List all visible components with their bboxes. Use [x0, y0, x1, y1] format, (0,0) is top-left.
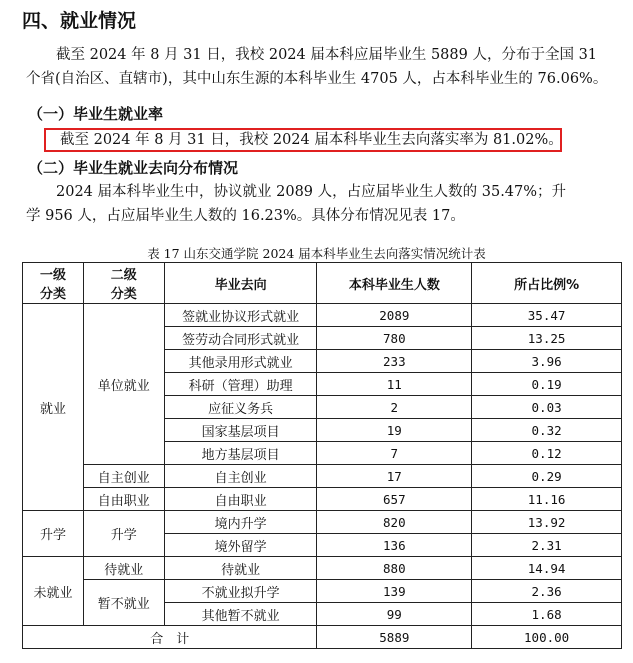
count-cell: 139 [317, 580, 472, 603]
count-cell: 780 [317, 327, 472, 350]
category-cell: 就业 [23, 304, 84, 511]
subcategory-cell: 待就业 [83, 557, 164, 580]
dest-cell: 自主创业 [164, 465, 317, 488]
dest-cell: 国家基层项目 [164, 419, 317, 442]
pct-cell: 13.25 [472, 327, 622, 350]
section-title: 四、就业情况 [22, 10, 137, 32]
distribution-line-2: 学 956 人，占应届毕业生人数的 16.23%。具体分布情况见表 17。 [26, 208, 465, 224]
dest-cell: 境内升学 [164, 511, 317, 534]
header-destination: 毕业去向 [164, 263, 317, 304]
dest-cell: 其他录用形式就业 [164, 350, 317, 373]
dest-cell: 签劳动合同形式就业 [164, 327, 317, 350]
dest-cell: 待就业 [164, 557, 317, 580]
pct-cell: 14.94 [472, 557, 622, 580]
pct-cell: 11.16 [472, 488, 622, 511]
total-row [23, 626, 622, 649]
count-cell: 7 [317, 442, 472, 465]
pct-cell: 0.29 [472, 465, 622, 488]
category-cell: 升学 [23, 511, 84, 557]
intro-line-1: 截至 2024 年 8 月 31 日，我校 2024 届本科应届毕业生 5889 人，分布于全国 31 [56, 47, 598, 63]
dest-cell: 不就业拟升学 [164, 580, 317, 603]
intro-paragraph [26, 43, 616, 91]
subsection-1-title: （一）毕业生就业率 [28, 105, 164, 123]
pct-cell: 35.47 [472, 304, 622, 327]
pct-cell: 13.92 [472, 511, 622, 534]
count-cell: 99 [317, 603, 472, 626]
pct-cell: 0.32 [472, 419, 622, 442]
employment-rate-text: 截至 2024 年 8 月 31 日，我校 2024 届本科毕业生去向落实率为 81.02%。 [60, 132, 563, 148]
count-cell: 19 [317, 419, 472, 442]
subcategory-cell: 自主创业 [83, 465, 164, 488]
header-percent: 所占比例% [472, 263, 622, 304]
table-row [23, 465, 622, 488]
pct-cell: 2.31 [472, 534, 622, 557]
distribution-paragraph [26, 180, 616, 228]
subcategory-cell: 自由职业 [83, 488, 164, 511]
header-level2: 二级 分类 [83, 263, 164, 304]
count-cell: 820 [317, 511, 472, 534]
table-row [23, 557, 622, 580]
intro-line-2: 个省(自治区、直辖市)，其中山东生源的本科毕业生 4705 人，占本科毕业生的 76.06%。 [26, 71, 608, 87]
header-level1: 一级 分类 [23, 263, 84, 304]
subsection-2-title: （二）毕业生就业去向分布情况 [28, 159, 239, 177]
table-row [23, 580, 622, 603]
count-cell: 880 [317, 557, 472, 580]
dest-cell: 其他暂不就业 [164, 603, 317, 626]
subcategory-cell: 升学 [83, 511, 164, 557]
count-cell: 136 [317, 534, 472, 557]
count-cell: 657 [317, 488, 472, 511]
table-header-row [23, 263, 622, 304]
header-count: 本科毕业生人数 [317, 263, 472, 304]
count-cell: 17 [317, 465, 472, 488]
pct-cell: 2.36 [472, 580, 622, 603]
total-count: 5889 [317, 626, 472, 649]
pct-cell: 0.03 [472, 396, 622, 419]
total-pct: 100.00 [472, 626, 622, 649]
table-caption: 表 17 山东交通学院 2024 届本科毕业生去向落实情况统计表 [147, 246, 486, 261]
dest-cell: 境外留学 [164, 534, 317, 557]
subcategory-cell: 单位就业 [83, 304, 164, 465]
table-row [23, 511, 622, 534]
count-cell: 2089 [317, 304, 472, 327]
category-cell: 未就业 [23, 557, 84, 626]
pct-cell: 0.12 [472, 442, 622, 465]
subcategory-cell: 暂不就业 [83, 580, 164, 626]
pct-cell: 1.68 [472, 603, 622, 626]
employment-table [22, 262, 622, 649]
distribution-line-1: 2024 届本科毕业生中，协议就业 2089 人，占应届毕业生人数的 35.47%；升 [56, 184, 567, 200]
count-cell: 233 [317, 350, 472, 373]
dest-cell: 科研（管理）助理 [164, 373, 317, 396]
pct-cell: 3.96 [472, 350, 622, 373]
count-cell: 11 [317, 373, 472, 396]
dest-cell: 自由职业 [164, 488, 317, 511]
pct-cell: 0.19 [472, 373, 622, 396]
dest-cell: 地方基层项目 [164, 442, 317, 465]
table-row [23, 488, 622, 511]
total-label: 合 计 [23, 626, 317, 649]
dest-cell: 应征义务兵 [164, 396, 317, 419]
table-row [23, 304, 622, 327]
count-cell: 2 [317, 396, 472, 419]
dest-cell: 签就业协议形式就业 [164, 304, 317, 327]
